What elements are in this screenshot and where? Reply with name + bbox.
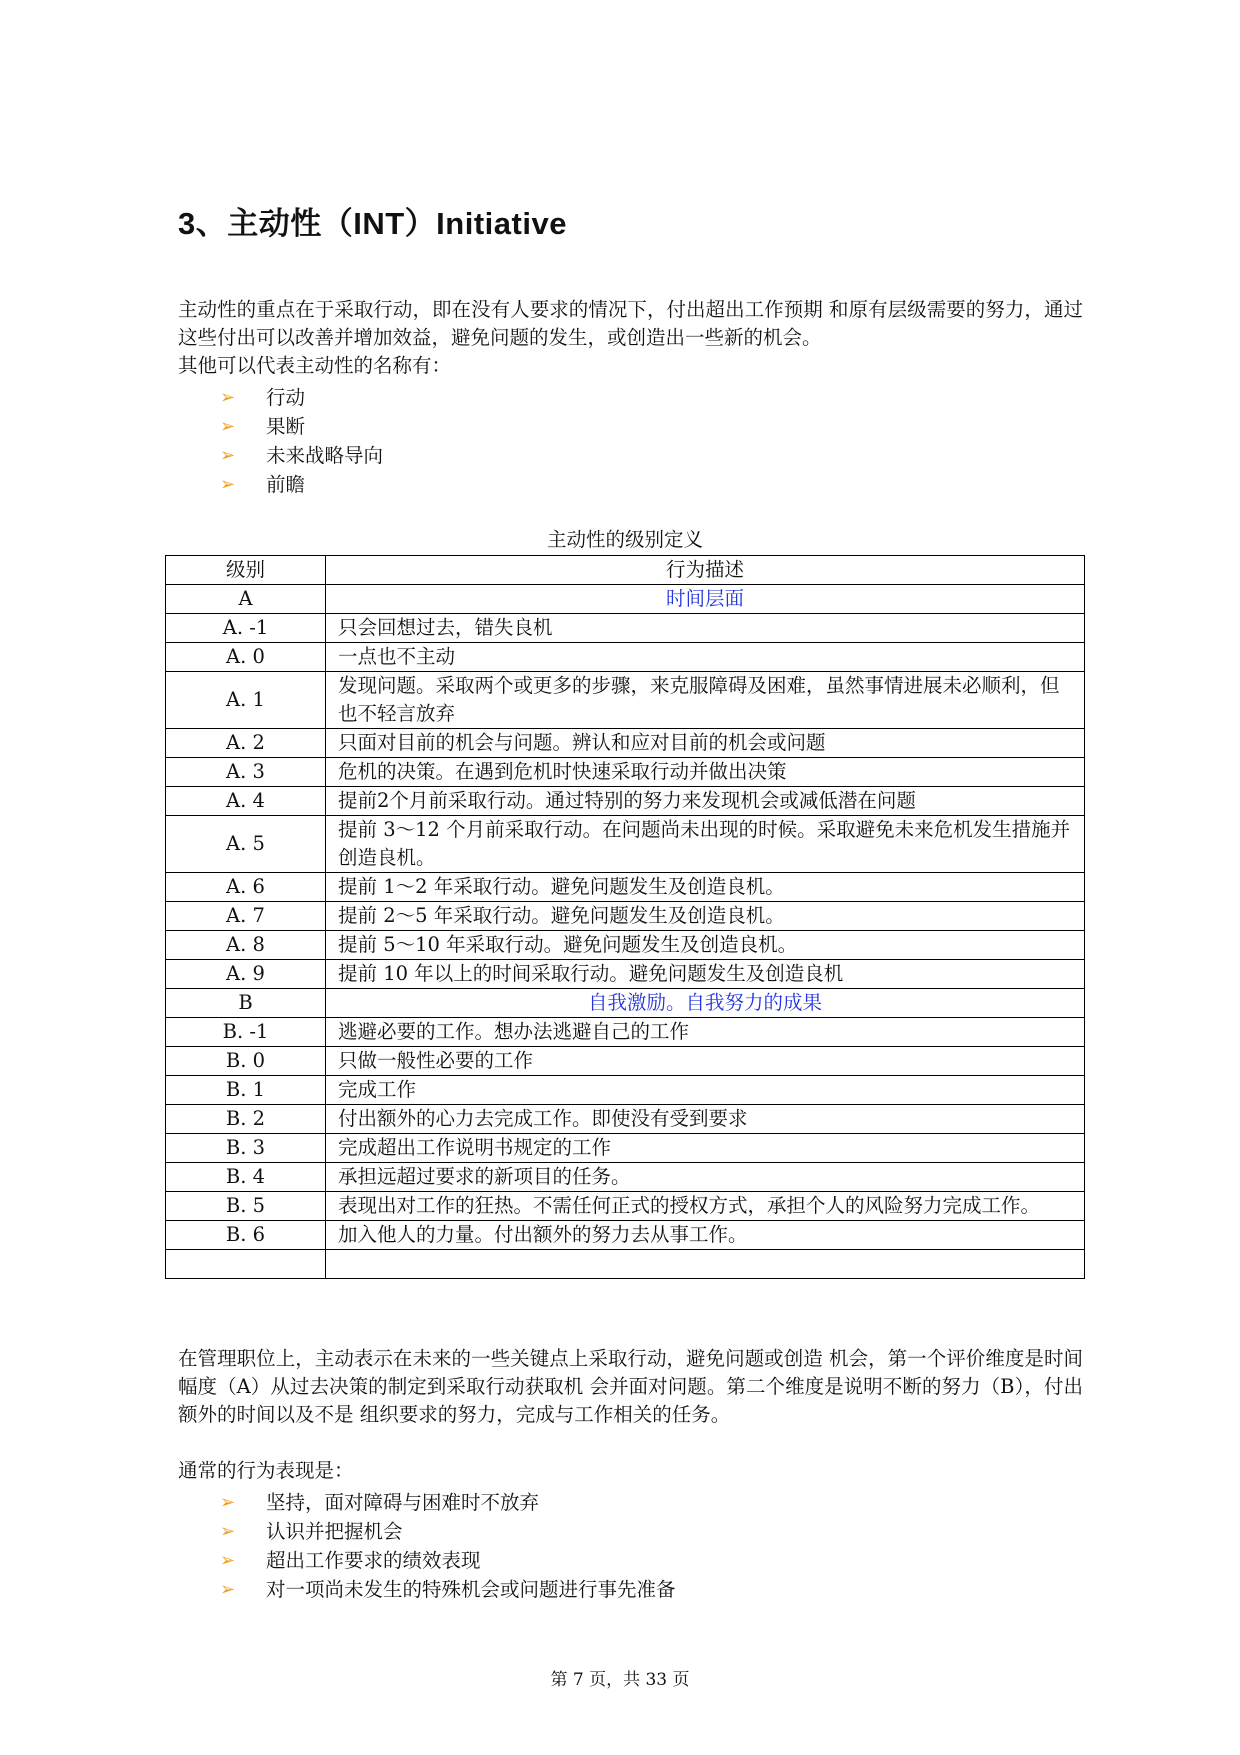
- arrow-bullet-icon: ➢: [220, 445, 236, 466]
- description-cell: 只面对目前的机会与问题。辨认和应对目前的机会或问题: [326, 729, 1085, 758]
- description-cell: 付出额外的心力去完成工作。即使没有受到要求: [326, 1105, 1085, 1134]
- table-row: [166, 989, 1085, 1018]
- table-row: [166, 1163, 1085, 1192]
- level-cell: A. 8: [166, 931, 326, 960]
- table-row: [166, 902, 1085, 931]
- table-row: [166, 729, 1085, 758]
- description-cell: 只会回想过去，错失良机: [326, 614, 1085, 643]
- column-header-description: 行为描述: [326, 556, 1085, 585]
- description-cell: 时间层面: [326, 585, 1085, 614]
- description-cell: 承担远超过要求的新项目的任务。: [326, 1163, 1085, 1192]
- level-definition-table: [165, 555, 1085, 1279]
- list-item: ➢ 未来战略导向: [220, 441, 383, 470]
- arrow-bullet-icon: ➢: [220, 474, 236, 495]
- synonym-list: [220, 383, 383, 499]
- page-footer: 第 7 页，共 33 页: [550, 1670, 690, 1690]
- description-cell: 表现出对工作的狂热。不需任何正式的授权方式，承担个人的风险努力完成工作。: [326, 1192, 1085, 1221]
- table-row: [166, 614, 1085, 643]
- level-cell: A: [166, 585, 326, 614]
- table-row: [166, 1105, 1085, 1134]
- description-cell: 只做一般性必要的工作: [326, 1047, 1085, 1076]
- description-cell: 加入他人的力量。付出额外的努力去从事工作。: [326, 1221, 1085, 1250]
- list-item: ➢ 认识并把握机会: [220, 1517, 676, 1546]
- description-cell: 一点也不主动: [326, 643, 1085, 672]
- arrow-bullet-icon: ➢: [220, 1550, 236, 1571]
- arrow-bullet-icon: ➢: [220, 1579, 236, 1600]
- table-header-row: [166, 556, 1085, 585]
- table-row: [166, 1047, 1085, 1076]
- arrow-bullet-icon: ➢: [220, 387, 236, 408]
- level-cell: A. 9: [166, 960, 326, 989]
- level-cell: A. 2: [166, 729, 326, 758]
- level-cell: A. 7: [166, 902, 326, 931]
- list-item: ➢ 前瞻: [220, 470, 383, 499]
- arrow-bullet-icon: ➢: [220, 416, 236, 437]
- level-cell: A. -1: [166, 614, 326, 643]
- level-cell: B: [166, 989, 326, 1018]
- list-item: ➢ 果断: [220, 412, 383, 441]
- intro-paragraph: 主动性的重点在于采取行动，即在没有人要求的情况下，付出超出工作预期 和原有层级需要的努力，通过这些付出可以改善并增加效益，避免问题的发生，或创造出一些新的机会。: [178, 298, 1083, 349]
- level-cell: A. 1: [166, 672, 326, 729]
- level-cell: A. 0: [166, 643, 326, 672]
- table-row: [166, 643, 1085, 672]
- description-cell: 完成工作: [326, 1076, 1085, 1105]
- column-header-level: 级别: [166, 556, 326, 585]
- description-cell: 提前2个月前采取行动。通过特别的努力来发现机会或减低潜在问题: [326, 787, 1085, 816]
- table-row: [166, 758, 1085, 787]
- level-cell: B. 3: [166, 1134, 326, 1163]
- table-row: [166, 1221, 1085, 1250]
- list-item: ➢ 超出工作要求的绩效表现: [220, 1546, 676, 1575]
- synonyms-intro: 其他可以代表主动性的名称有：: [178, 354, 452, 377]
- description-cell: 提前 10 年以上的时间采取行动。避免问题发生及创造良机: [326, 960, 1085, 989]
- level-cell: B. 1: [166, 1076, 326, 1105]
- description-cell: 危机的决策。在遇到危机时快速采取行动并做出决策: [326, 758, 1085, 787]
- summary-paragraph: 在管理职位上，主动表示在未来的一些关键点上采取行动，避免问题或创造 机会，第一个评价维度是时间幅度（A）从过去决策的制定到采取行动获取机 会并面对问题。第二个维度是说明不断的努力（B），付出额外的时间以及不是 组织要求的努力，完成与工作相关的任务。: [178, 1347, 1083, 1426]
- level-cell: [166, 1250, 326, 1279]
- level-cell: B. 6: [166, 1221, 326, 1250]
- description-cell: 提前 5～10 年采取行动。避免问题发生及创造良机。: [326, 931, 1085, 960]
- level-cell: A. 6: [166, 873, 326, 902]
- level-cell: B. 4: [166, 1163, 326, 1192]
- description-cell: 提前 3～12 个月前采取行动。在问题尚未出现的时候。采取避免未来危机发生措施并创造良机。: [326, 816, 1085, 873]
- table-body: [166, 585, 1085, 1279]
- table-row: [166, 1076, 1085, 1105]
- table-row: [166, 787, 1085, 816]
- list-item: ➢ 行动: [220, 383, 383, 412]
- description-cell: 提前 1～2 年采取行动。避免问题发生及创造良机。: [326, 873, 1085, 902]
- table-row: [166, 672, 1085, 729]
- table-row: [166, 585, 1085, 614]
- table-row: [166, 960, 1085, 989]
- arrow-bullet-icon: ➢: [220, 1492, 236, 1513]
- description-cell: [326, 1250, 1085, 1279]
- table-row: [166, 1192, 1085, 1221]
- level-cell: B. -1: [166, 1018, 326, 1047]
- behavior-list: [220, 1488, 676, 1604]
- level-cell: B. 5: [166, 1192, 326, 1221]
- table-row: [166, 931, 1085, 960]
- table-caption: 主动性的级别定义: [546, 528, 703, 551]
- description-cell: 提前 2～5 年采取行动。避免问题发生及创造良机。: [326, 902, 1085, 931]
- table-row: [166, 1018, 1085, 1047]
- table-row: [166, 1134, 1085, 1163]
- level-cell: B. 0: [166, 1047, 326, 1076]
- level-cell: A. 5: [166, 816, 326, 873]
- section-heading: 3、主动性（INT）Initiative: [178, 206, 567, 241]
- level-cell: A. 4: [166, 787, 326, 816]
- list-item: ➢ 坚持，面对障碍与困难时不放弃: [220, 1488, 676, 1517]
- description-cell: 发现问题。采取两个或更多的步骤，来克服障碍及困难，虽然事情进展未必顺利，但也不轻言放弃: [326, 672, 1085, 729]
- description-cell: 自我激励。自我努力的成果: [326, 989, 1085, 1018]
- arrow-bullet-icon: ➢: [220, 1521, 236, 1542]
- table-row: [166, 873, 1085, 902]
- table-row: [166, 1250, 1085, 1279]
- description-cell: 逃避必要的工作。想办法逃避自己的工作: [326, 1018, 1085, 1047]
- table-row: [166, 816, 1085, 873]
- behaviors-intro: 通常的行为表现是：: [178, 1459, 354, 1482]
- list-item: ➢ 对一项尚未发生的特殊机会或问题进行事先准备: [220, 1575, 676, 1604]
- level-cell: A. 3: [166, 758, 326, 787]
- description-cell: 完成超出工作说明书规定的工作: [326, 1134, 1085, 1163]
- level-cell: B. 2: [166, 1105, 326, 1134]
